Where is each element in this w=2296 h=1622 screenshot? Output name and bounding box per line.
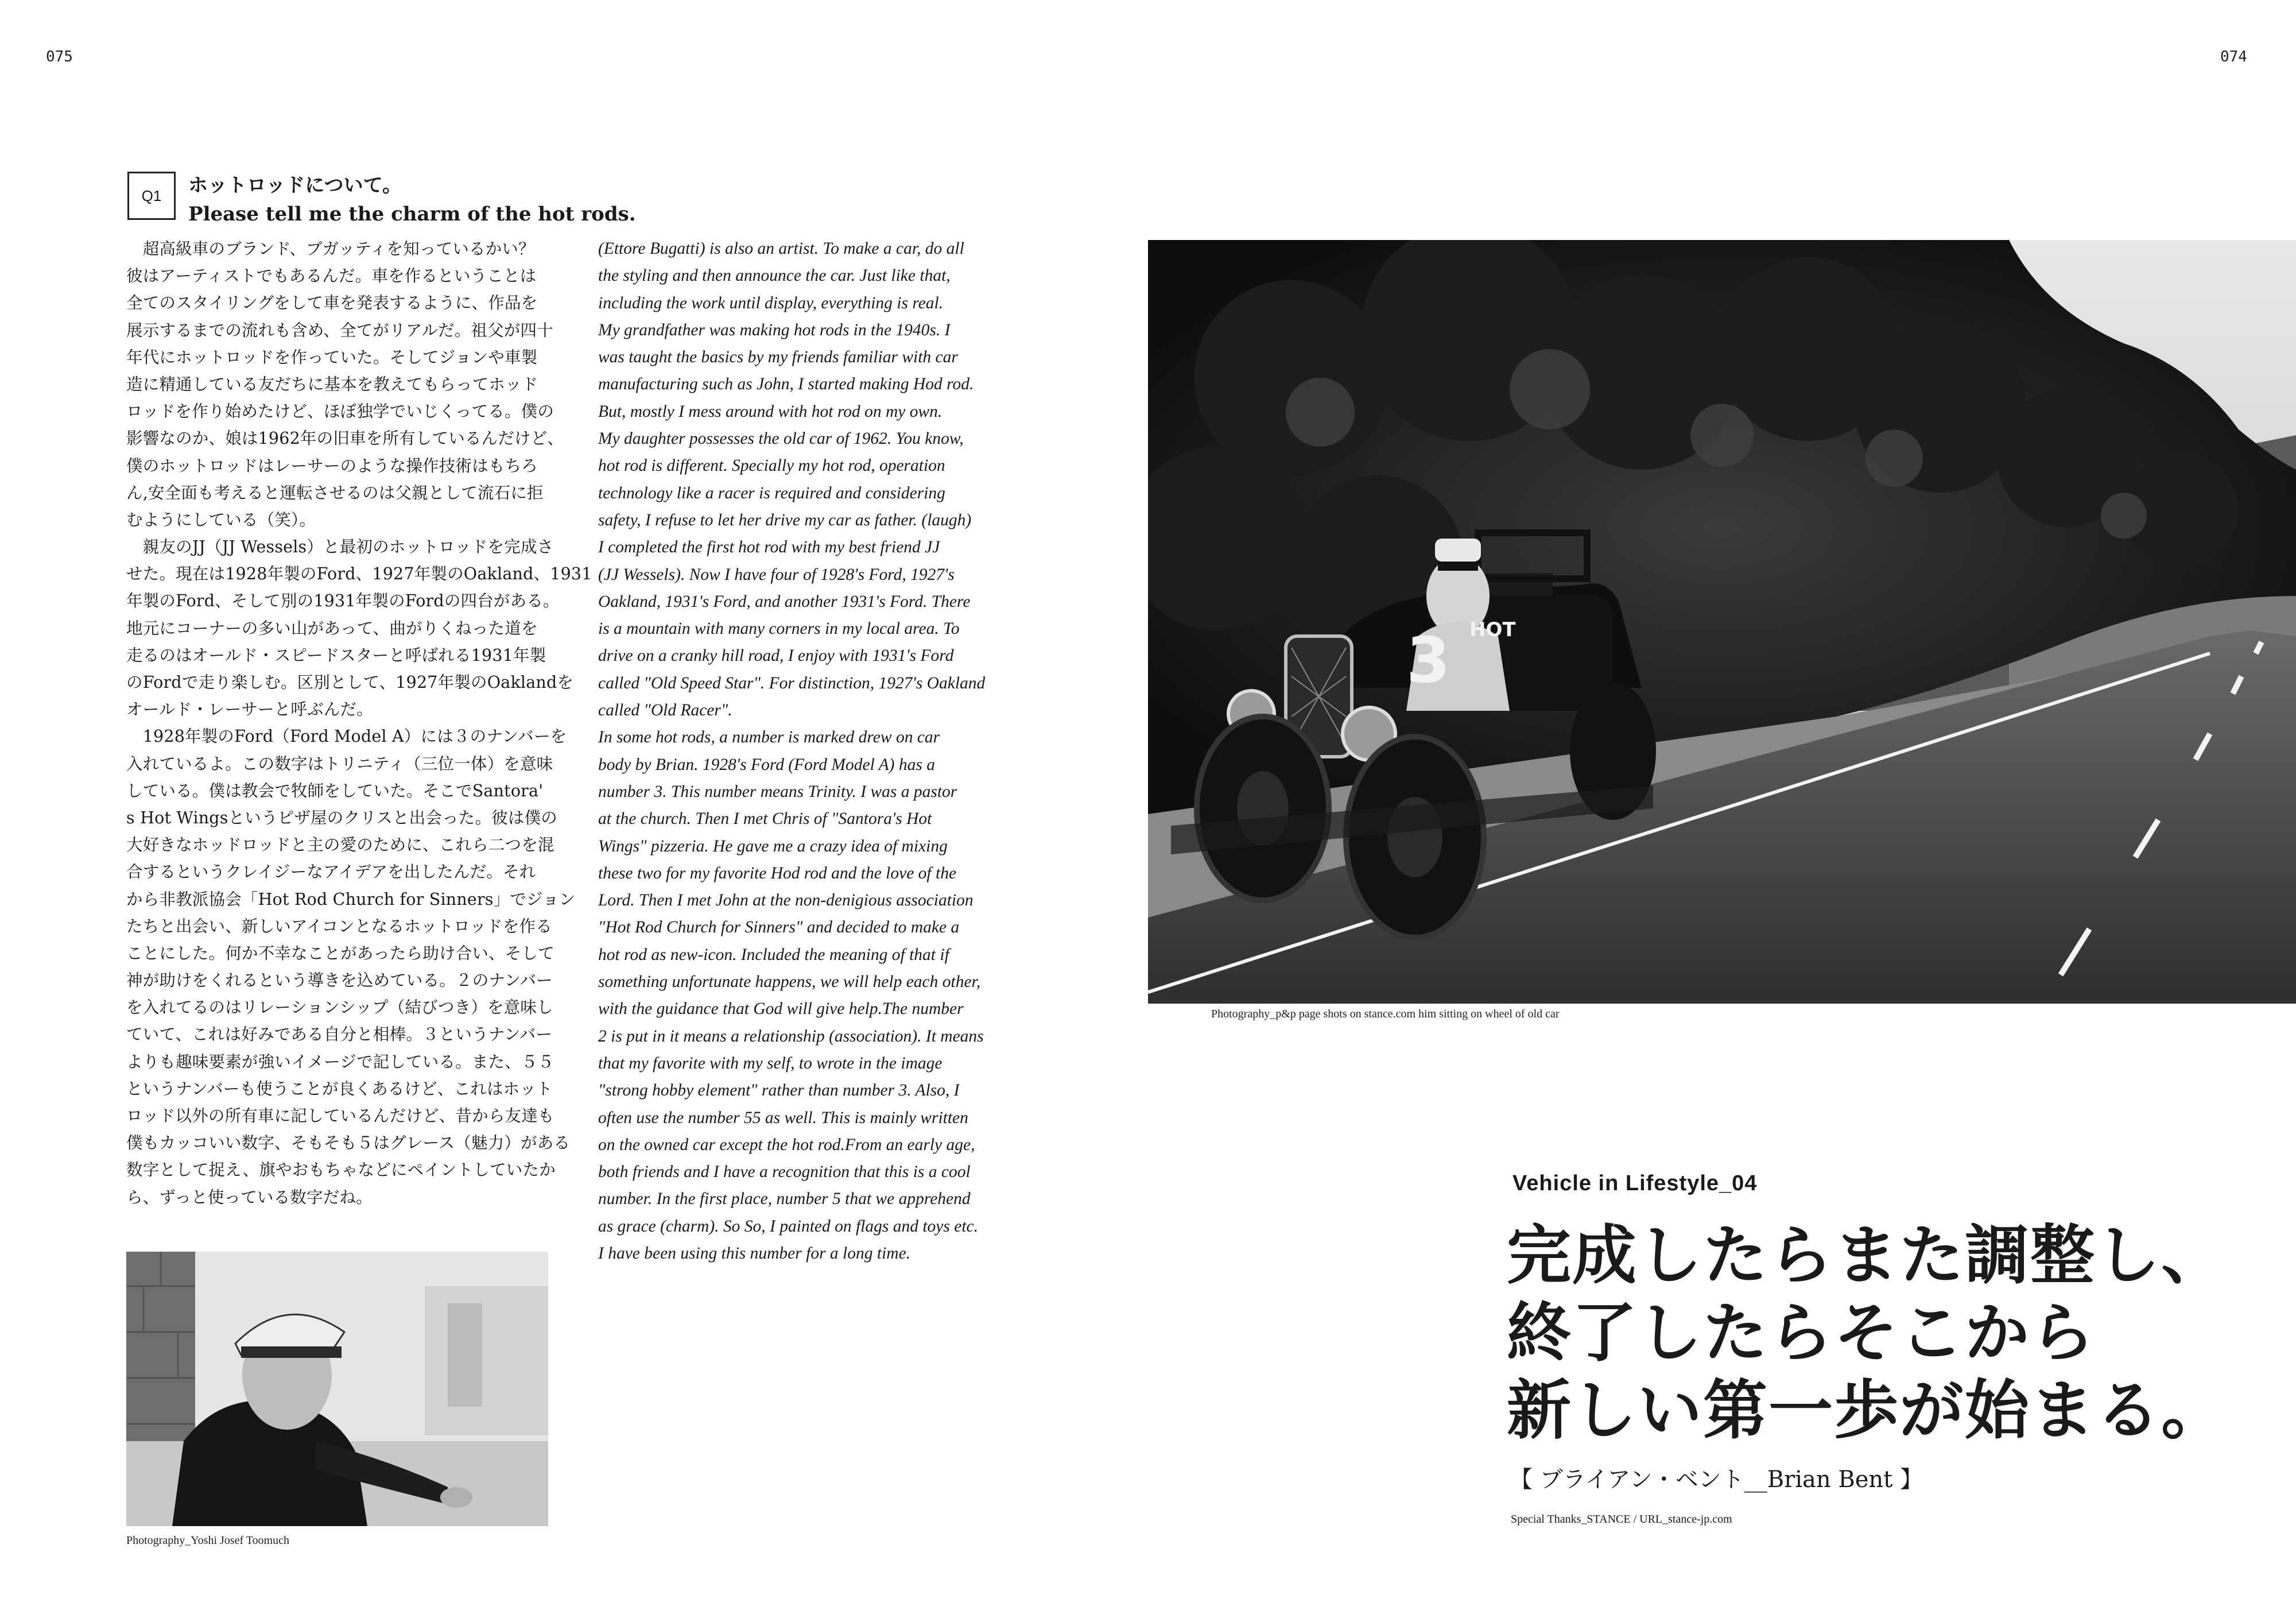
car-badge: HOT xyxy=(1469,618,1516,641)
body-en-line: drive on a cranky hill road, I enjoy with 1931's Ford xyxy=(598,647,954,665)
body-ja-line: たちと出会い、新しいアイコンとなるホットロッドを作る xyxy=(126,916,552,936)
body-en-line: called "Old Speed Star". For distinction, 1927's Oakland xyxy=(598,673,986,692)
body-en-line: with the guidance that God will give help.The number xyxy=(598,1000,964,1019)
body-en-line: "strong hobby element" rather than number 3. Also, I xyxy=(598,1081,960,1100)
body-en-line: called "Old Racer". xyxy=(598,701,732,720)
body-en-line: Wings" pizzeria. He gave me a crazy idea of mixing xyxy=(598,837,948,855)
body-ja-line: 造に精通している友だちに基本を教えてもらってホッド xyxy=(126,374,538,394)
headline-line: 新しい第一歩が始まる。 xyxy=(1507,1373,2227,1448)
body-en-line: "Hot Rod Church for Sinners" and decided to make a xyxy=(598,918,960,937)
body-ja-line: 超高級車のブランド、ブガッティを知っているかい？ xyxy=(126,239,535,258)
body-ja-line: 数字として捉え、旗やおもちゃなどにペイントしていたか xyxy=(126,1160,556,1180)
question-title-en: Please tell me the charm of the hot rods. xyxy=(188,203,636,226)
body-ja-line: 合するというクレイジーなアイデアを出したんだ。それ xyxy=(126,862,536,882)
body-en-line: these two for my favorite Hod rod and the love of the xyxy=(598,864,957,882)
body-en-line: hot rod as new-icon. Included the meaning of that if xyxy=(598,945,949,964)
body-ja-line: 地元にコーナーの多い山があって、曲がりくねった道を xyxy=(126,618,538,638)
body-ja-line: s Hot Wingsというピザ屋のクリスと出会った。彼は僕の xyxy=(126,808,557,827)
body-ja-line: を入れてるのはリレーションシップ（結びつき）を意味し xyxy=(126,998,553,1017)
body-en-line: (JJ Wessels). Now I have four of 1928's Ford, 1927's xyxy=(598,565,955,584)
body-en-line: Oakland, 1931's Ford, and another 1931's Ford. There xyxy=(598,592,971,611)
body-en-line: on the owned car except the hot rod.From an early age, xyxy=(598,1135,975,1154)
body-ja-line: ていて、これは好みである自分と相棒。３というナンバー xyxy=(126,1025,553,1044)
body-ja-line: 展示するまでの流れも含め、全てがリアルだ。祖父が四十 xyxy=(126,320,553,340)
body-ja-line: 年製のFord、そして別の1931年製のFordの四台がある。 xyxy=(126,591,560,611)
body-ja-line: 神が助けをくれるという導きを込めている。２のナンバー xyxy=(126,971,553,990)
body-ja-line: むようにしている（笑）。 xyxy=(126,510,316,529)
body-en-line: technology like a racer is required and considering xyxy=(598,483,945,502)
body-en-line: But, mostly I mess around with hot rod on my own. xyxy=(598,402,943,421)
body-ja-line: している。僕は教会で牧師をしていた。そこでSantora' xyxy=(126,781,544,800)
body-en-line: I completed the first hot rod with my best friend JJ xyxy=(598,538,940,557)
body-ja-line: ロッドを作り始めたけど、ほぼ独学でいじくってる。僕の xyxy=(126,402,554,421)
portrait-photo xyxy=(126,1252,548,1526)
body-ja-line: 年代にホットロッドを作っていた。そしてジョンや車製 xyxy=(126,347,538,367)
car-number: 3 xyxy=(1406,624,1450,697)
body-ja-line: 全てのスタイリングをして車を発表するように、作品を xyxy=(126,293,538,313)
body-en-line: including the work until display, everything is real. xyxy=(598,293,944,312)
body-ja-line: ロッド以外の所有車に記しているんだけど、昔から友達も xyxy=(126,1106,554,1125)
body-ja-line: ん,安全面も考えると運転させるのは父親として流石に拒 xyxy=(126,483,544,502)
body-en-line: body by Brian. 1928's Ford (Ford Model A) has a xyxy=(598,755,935,774)
body-ja-line: 走るのはオールド・スピードスターと呼ばれる1931年製 xyxy=(126,645,546,665)
body-en-line: In some hot rods, a number is marked drew on car xyxy=(598,728,940,747)
body-en-line: something unfortunate happens, we will help each other, xyxy=(598,973,981,992)
body-en-line: as grace (charm). So So, I painted on flags and toys etc. xyxy=(598,1217,979,1236)
body-en-line: hot rod is different. Specially my hot rod, operation xyxy=(598,456,945,475)
body-ja-line: というナンバーも使うことが良くあるけど、これはホット xyxy=(126,1079,553,1098)
body-en-line: manufacturing such as John, I started making Hod rod. xyxy=(598,375,974,394)
portrait-caption: Photography_Yoshi Josef Toomuch xyxy=(126,1534,289,1547)
body-ja-line: から非教派協会「Hot Rod Church for Sinners」でジョン xyxy=(126,889,576,909)
body-ja-line: 影響なのか、娘は1962年の旧車を所有しているんだけど、 xyxy=(126,429,564,448)
body-en-line: often use the number 55 as well. This is mainly written xyxy=(598,1108,968,1127)
question-title xyxy=(188,171,636,229)
body-en-line: both friends and I have a recognition that this is a cool xyxy=(598,1163,971,1182)
body-ja-line: 入れているよ。この数字はトリニティ（三位一体）を意味 xyxy=(126,754,553,773)
body-en-line: My daughter possesses the old car of 1962. You know, xyxy=(598,429,964,448)
page-number-right: 074 xyxy=(2220,48,2247,65)
body-ja-line: のFordで走り楽しむ。区別として、1927年製のOaklandを xyxy=(126,673,574,692)
body-english-column xyxy=(598,235,985,1267)
headline xyxy=(1507,1217,2227,1450)
body-en-line: (Ettore Bugatti) is also an artist. To make a car, do all xyxy=(598,239,964,258)
body-en-line: the styling and then announce the car. Just like that, xyxy=(598,266,951,285)
body-japanese-column xyxy=(126,235,592,1211)
body-en-line: is a mountain with many corners in my local area. To xyxy=(598,620,960,638)
body-ja-line: オールド・レーサーと呼ぶんだ。 xyxy=(126,700,373,719)
body-ja-line: ら、ずっと使っている数字だね。 xyxy=(126,1187,373,1207)
body-en-line: Lord. Then I met John at the non-denigious association xyxy=(598,891,974,910)
headline-line: 終了したらそこから xyxy=(1507,1296,2096,1371)
body-ja-line: せた。現在は1928年製のFord、1927年製のOakland、1931 xyxy=(126,564,592,584)
body-en-line: safety, I refuse to let her drive my car as father. (laugh) xyxy=(598,510,972,529)
body-en-line: was taught the basics by my friends familiar with car xyxy=(598,348,958,367)
body-ja-line: 彼はアーティストでもあるんだ。車を作るということは xyxy=(126,266,537,286)
series-label: Vehicle in Lifestyle_04 xyxy=(1512,1171,1758,1195)
credit-line: 【 ブライアン・ベント__Brian Bent 】 xyxy=(1510,1466,1923,1493)
body-ja-line: 親友のJJ（JJ Wessels）と最初のホットロッドを完成さ xyxy=(126,537,554,557)
main-photo-caption: Photography_p&p page shots on stance.com him sitting on wheel of old car xyxy=(1211,1008,1560,1020)
headline-line: 完成したらまた調整し、 xyxy=(1507,1218,2227,1293)
body-ja-line: 大好きなホッドロッドと主の愛のために、これら二つを混 xyxy=(126,835,554,855)
body-en-line: My grandfather was making hot rods in the 1940s. I xyxy=(598,320,951,339)
body-ja-line: 僕のホットロッドはレーサーのような操作技術はもちろ xyxy=(126,456,538,475)
special-thanks: Special Thanks_STANCE / URL_stance-jp.com xyxy=(1511,1513,1732,1526)
body-en-line: number. In the first place, number 5 that we apprehend xyxy=(598,1190,971,1209)
body-en-line: number 3. This number means Trinity. I was a pastor xyxy=(598,782,957,801)
page-number-left: 075 xyxy=(46,48,73,65)
body-ja-line: よりも趣味要素が強いイメージで記している。また、５５ xyxy=(126,1052,554,1071)
body-en-line: I have been using this number for a long time. xyxy=(598,1244,911,1263)
body-en-line: 2 is put in it means a relationship (association). It means xyxy=(598,1027,984,1046)
body-ja-line: ことにした。何か不幸なことがあったら助け合い、そして xyxy=(126,943,554,963)
question-label-box: Q1 xyxy=(127,172,176,220)
body-en-line: at the church. Then I met Chris of "Santora's Hot xyxy=(598,810,932,829)
body-ja-line: 1928年製のFord（Ford Model A）には３のナンバーを xyxy=(126,727,567,746)
question-title-ja: ホットロッドについて。 xyxy=(188,174,402,197)
body-ja-line: 僕もカッコいい数字、そもそも５はグレース（魅力）がある xyxy=(126,1133,571,1153)
body-en-line: that my favorite with my self, to wrote in the image xyxy=(598,1054,943,1073)
main-photo-hot-rod xyxy=(1148,240,2296,1004)
